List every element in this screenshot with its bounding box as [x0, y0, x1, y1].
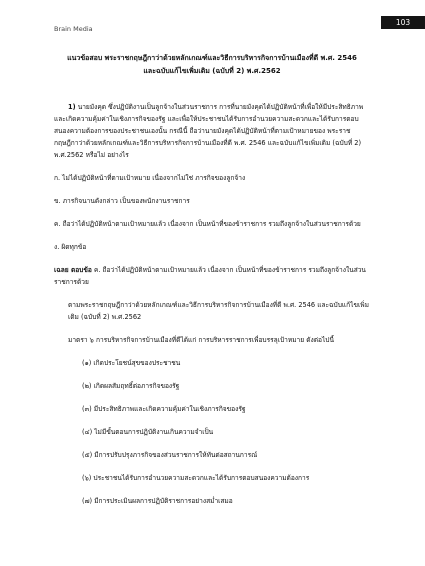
page-number: 103: [381, 16, 425, 29]
question: [54, 101, 370, 161]
question-number: 1): [68, 103, 76, 111]
list-item: (๕) มีการปรับปรุงภารกิจของส่วนราชการให้ทันต่อสถานการณ์: [82, 451, 258, 459]
title-line-1: แนวข้อสอบ พระราชกฤษฎีกาว่าด้วยหลักเกณฑ์และวิธีการบริหารกิจการบ้านเมืองที่ดี พ.ศ. 2546: [67, 54, 357, 62]
answer-text: ค. ถือว่าได้ปฏิบัติหน้าตามเป้าหมายแล้ว เนื่องจาก เป็นหน้าที่ของข้าราชการ รวมถึงลูกจ้างในส่วนราชการด้วย: [54, 266, 366, 286]
list-item: (๒) เกิดผลสัมฤทธิ์ต่อภารกิจของรัฐ: [82, 382, 180, 390]
answer: [54, 264, 370, 288]
option-a: ก. ไม่ได้ปฏิบัติหน้าที่ตามเป้าหมาย เนื่องจากไม่ใช่ ภารกิจของลูกจ้าง: [54, 174, 246, 182]
explanation-intro: ตามพระราชกฤษฎีกาว่าด้วยหลักเกณฑ์และวิธีการบริหารกิจการบ้านเมืองที่ดี พ.ศ. 2546 และฉบับแก้ไขเพิ่มเติม (ฉบับที่ 2) พ.ศ.2562: [68, 301, 369, 321]
list-item: (๔) ไม่มีขั้นตอนการปฏิบัติงานเกินความจำเป็น: [82, 428, 214, 436]
question-text: นายมังคุด ซึ่งปฏิบัติงานเป็นลูกจ้างในส่วนราชการ การที่นายมังคุดได้ปฏิบัติหน้าที่เพื่อให้มีประสิทธิภาพและเกิดความคุ้มค่าในเชิงภารกิจของรัฐ และเพื่อให้ประชาชนได้รับการอำนวยความสะดวกและได้รับการตอบสนองความต้องการของประชาชนเองนั้น กรณีนี้ ถือว่านายมังคุดได้ปฏิบัติหน้าที่ตามเป้าหมายของ พระราชกฤษฎีกาว่าด้วยหลักเกณฑ์และวิธีการบริหารกิจการบ้านเมืองที่ดี พ.ศ. 2546 และฉบับแก้ไขเพิ่มเติม (ฉบับที่ 2) พ.ศ.2562 หรือไม่ อย่างไร: [54, 103, 364, 159]
list-item: (๖) ประชาชนได้รับการอำนวยความสะดวกและได้รับการตอบสนองความต้องการ: [82, 474, 310, 482]
list-item: (๑) เกิดประโยชน์สุขของประชาชน: [82, 359, 181, 367]
page-title: [54, 52, 370, 77]
brand-name: Brain Media: [54, 25, 93, 33]
title-line-2: และฉบับแก้ไขเพิ่มเติม (ฉบับที่ 2) พ.ศ.2562: [143, 66, 281, 75]
answer-label: เฉลย ตอบข้อ: [54, 266, 92, 274]
explanation-section: มาตรา ๖ การบริหารกิจการบ้านเมืองที่ดีได้แก่ การบริหารราชการเพื่อบรรลุเป้าหมาย ดังต่อไปนี้: [68, 336, 334, 344]
option-b: ข. ภารกิจนานดังกล่าว เป็นของพนักงานราชการ: [54, 197, 190, 205]
list-item: (๓) มีประสิทธิภาพและเกิดความคุ้มค่าในเชิงภารกิจของรัฐ: [82, 405, 246, 413]
document-body: [54, 52, 370, 518]
option-c: ค. ถือว่าได้ปฏิบัติหน้าตามเป้าหมายแล้ว เนื่องจาก เป็นหน้าที่ของข้าราชการ รวมถึงลูกจ้างในส่วนราชการด้วย: [54, 220, 361, 228]
section-item-list: [54, 357, 370, 507]
list-item: (๗) มีการประเมินผลการปฏิบัติราชการอย่างสม่ำเสมอ: [82, 497, 233, 505]
option-d: ง. ผิดทุกข้อ: [54, 243, 87, 251]
